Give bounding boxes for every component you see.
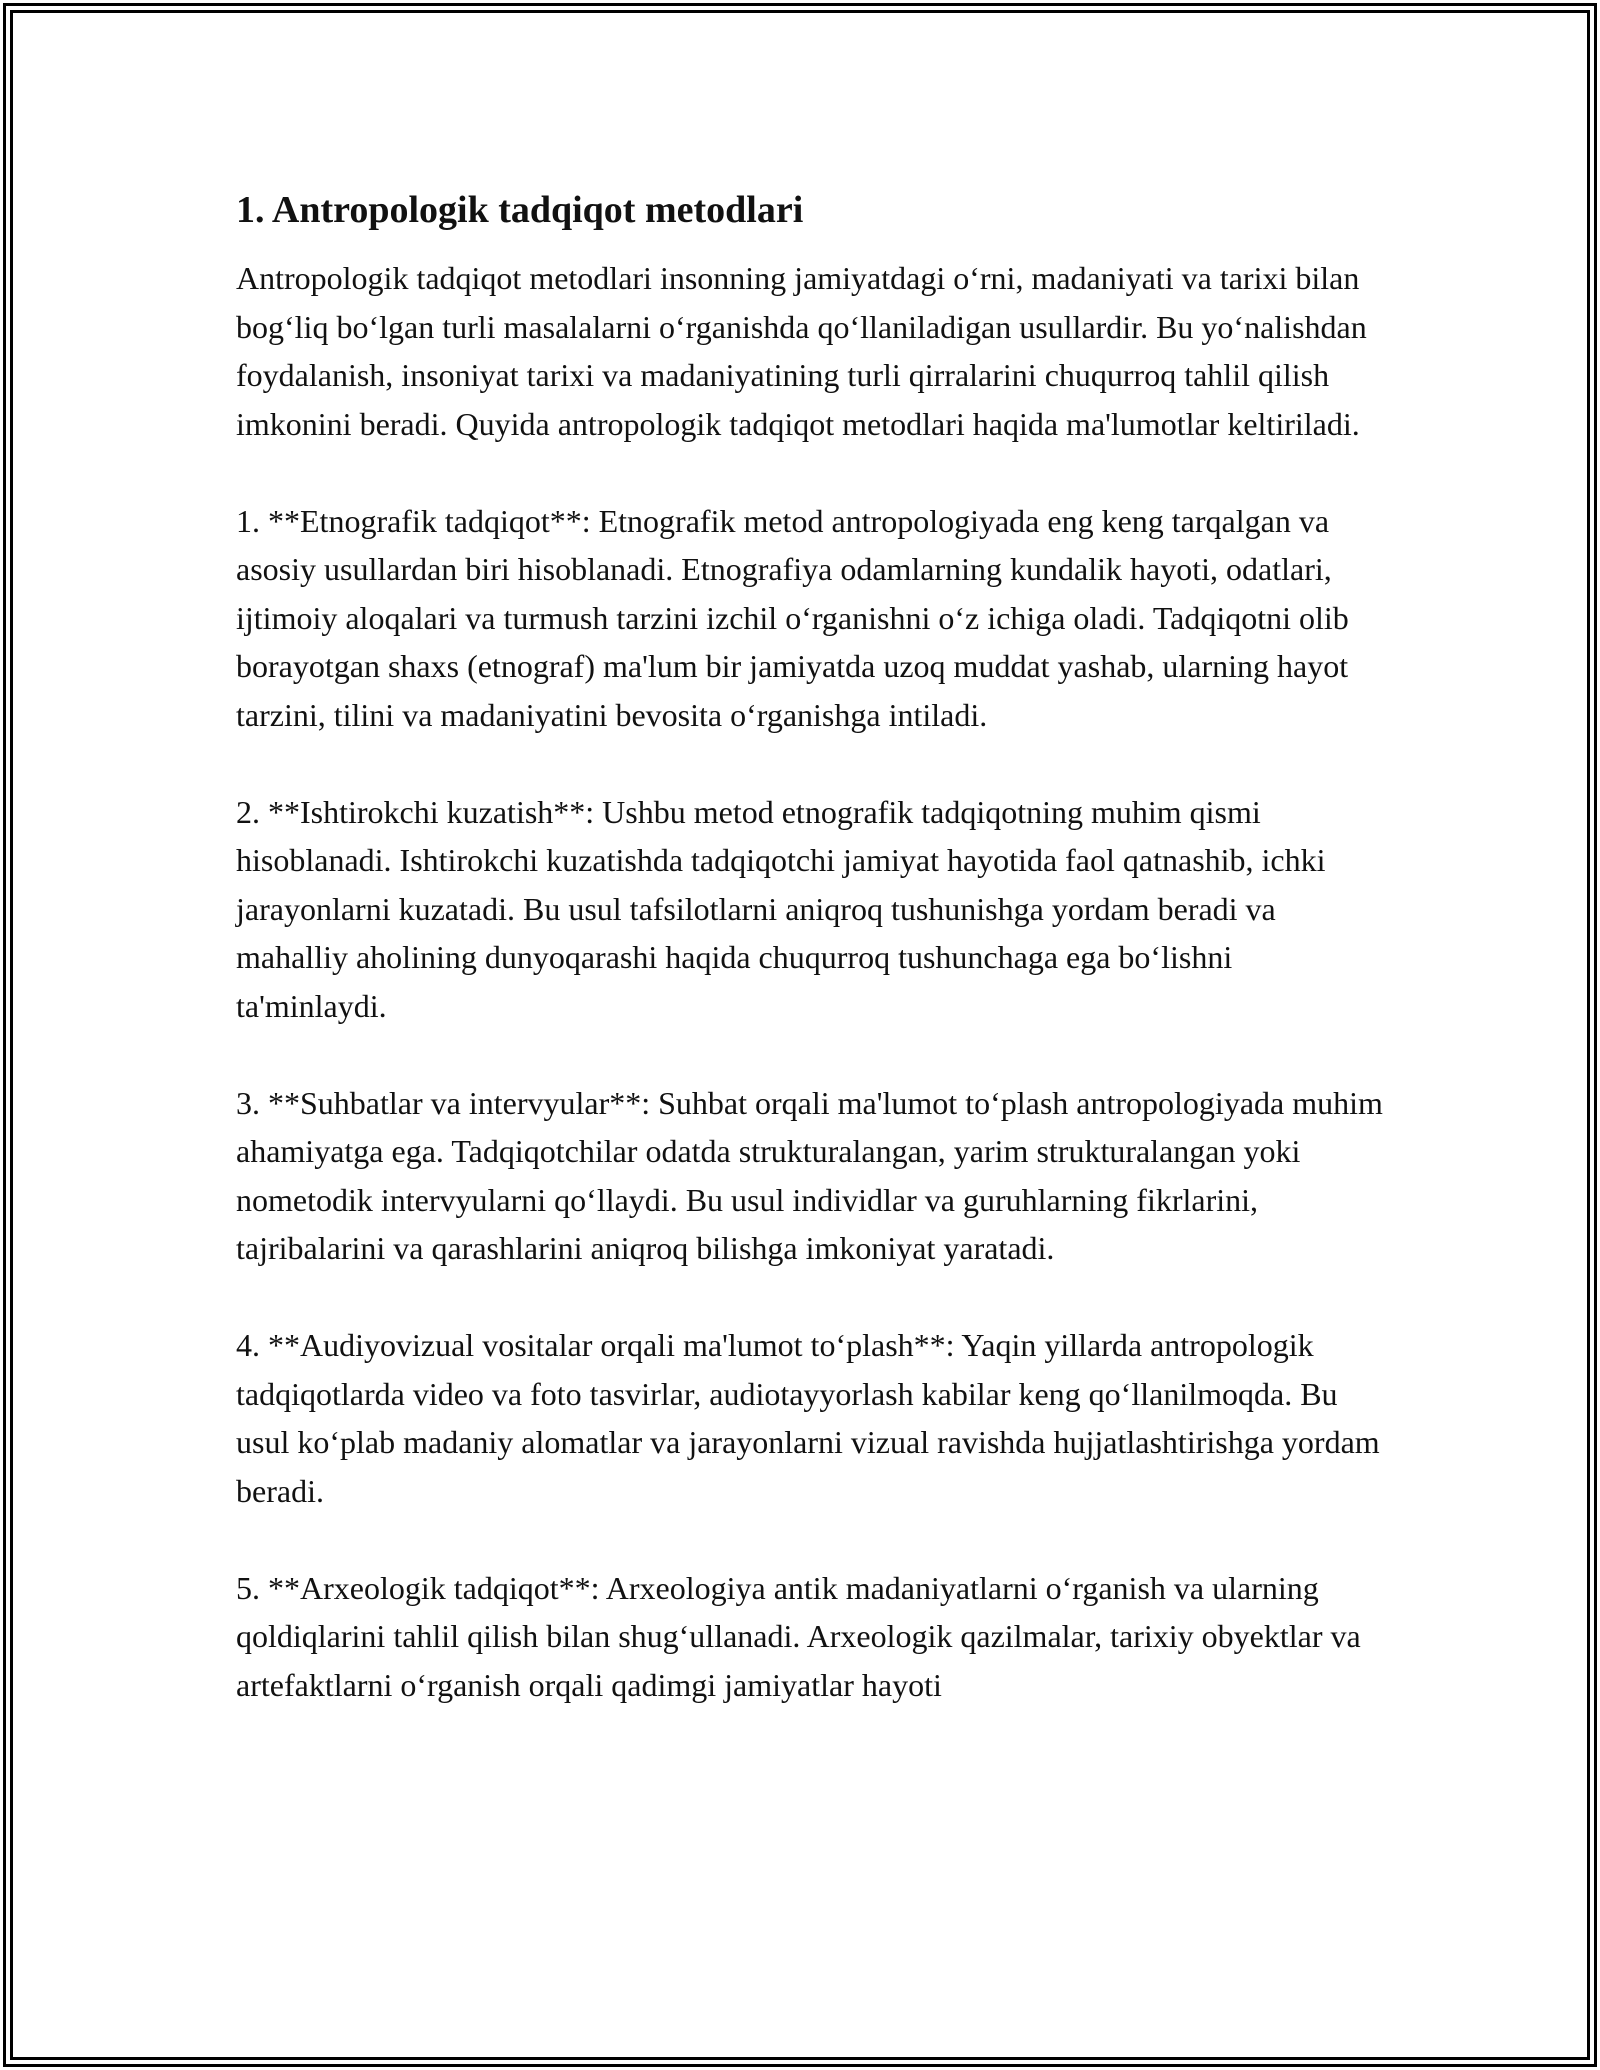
paragraph-audiyovizual-vositalar: 4. **Audiyovizual vositalar orqali ma'lumot toʻplash**: Yaqin yillarda antropologik tadqiqotlarda video va foto tasvirlar, audiotayyorlash kabilar keng qoʻllanilmoqda. Bu usul koʻplab madaniy alomatlar va jarayonlarni vizual ravishda hujjatlashtirishga yordam beradi. bbox=[236, 1327, 1380, 1509]
paragraph-ishtirokchi-kuzatish: 2. **Ishtirokchi kuzatish**: Ushbu metod etnografik tadqiqotning muhim qismi hisoblanadi. Ishtirokchi kuzatishda tadqiqotchi jamiyat hayotida faol qatnashib, ichki jarayonlarni kuzatadi. Bu usul tafsilotlarni aniqroq tushunishga yordam beradi va mahalliy aholining dunyoqarashi haqida chuqurroq tushunchaga ega boʻlishni ta'minlaydi. bbox=[236, 793, 1326, 1024]
document-title: 1. Antropologik tadqiqot metodlari bbox=[236, 189, 804, 231]
paragraph-suhbatlar-intervyular: 3. **Suhbatlar va intervyular**: Suhbat orqali ma'lumot toʻplash antropologiyada muhim ahamiyatga ega. Tadqiqotchilar odatda strukturalangan, yarim strukturalangan yoki nometodik intervyularni qoʻllaydi. Bu usul individlar va guruhlarning fikrlarini, tajribalarini va qarashlarini aniqroq bilishga imkoniyat yaratadi. bbox=[236, 1084, 1383, 1266]
paragraph-arxeologik-tadqiqot: 5. **Arxeologik tadqiqot**: Arxeologiya antik madaniyatlarni oʻrganish va ularning qoldiqlarini tahlil qilish bilan shugʻullanadi. Arxeologik qazilmalar, tarixiy obyektlar va artefaktlarni oʻrganish orqali qadimgi jamiyatlar hayoti bbox=[236, 1569, 1361, 1703]
document-body bbox=[236, 186, 1386, 1758]
intro-paragraph: Antropologik tadqiqot metodlari insonning jamiyatdagi oʻrni, madaniyati va tarixi bilan bogʻliq boʻlgan turli masalalarni oʻrganishda qoʻllaniladigan usullardir. Bu yoʻnalishdan foydalanish, insoniyat tarixi va madaniyatining turli qirralarini chuqurroq tahlil qilish imkonini beradi. Quyida antropologik tadqiqot metodlari haqida ma'lumotlar keltiriladi. bbox=[236, 260, 1367, 442]
paragraph-etnografik-tadqiqot: 1. **Etnografik tadqiqot**: Etnografik metod antropologiyada eng keng tarqalgan va asosiy usullardan biri hisoblanadi. Etnografiya odamlarning kundalik hayoti, odatlari, ijtimoiy aloqalari va turmush tarzini izchil oʻrganishni oʻz ichiga oladi. Tadqiqotni olib borayotgan shaxs (etnograf) ma'lum bir jamiyatda uzoq muddat yashab, ularning hayot tarzini, tilini va madaniyatini bevosita oʻrganishga intiladi. bbox=[236, 502, 1349, 733]
